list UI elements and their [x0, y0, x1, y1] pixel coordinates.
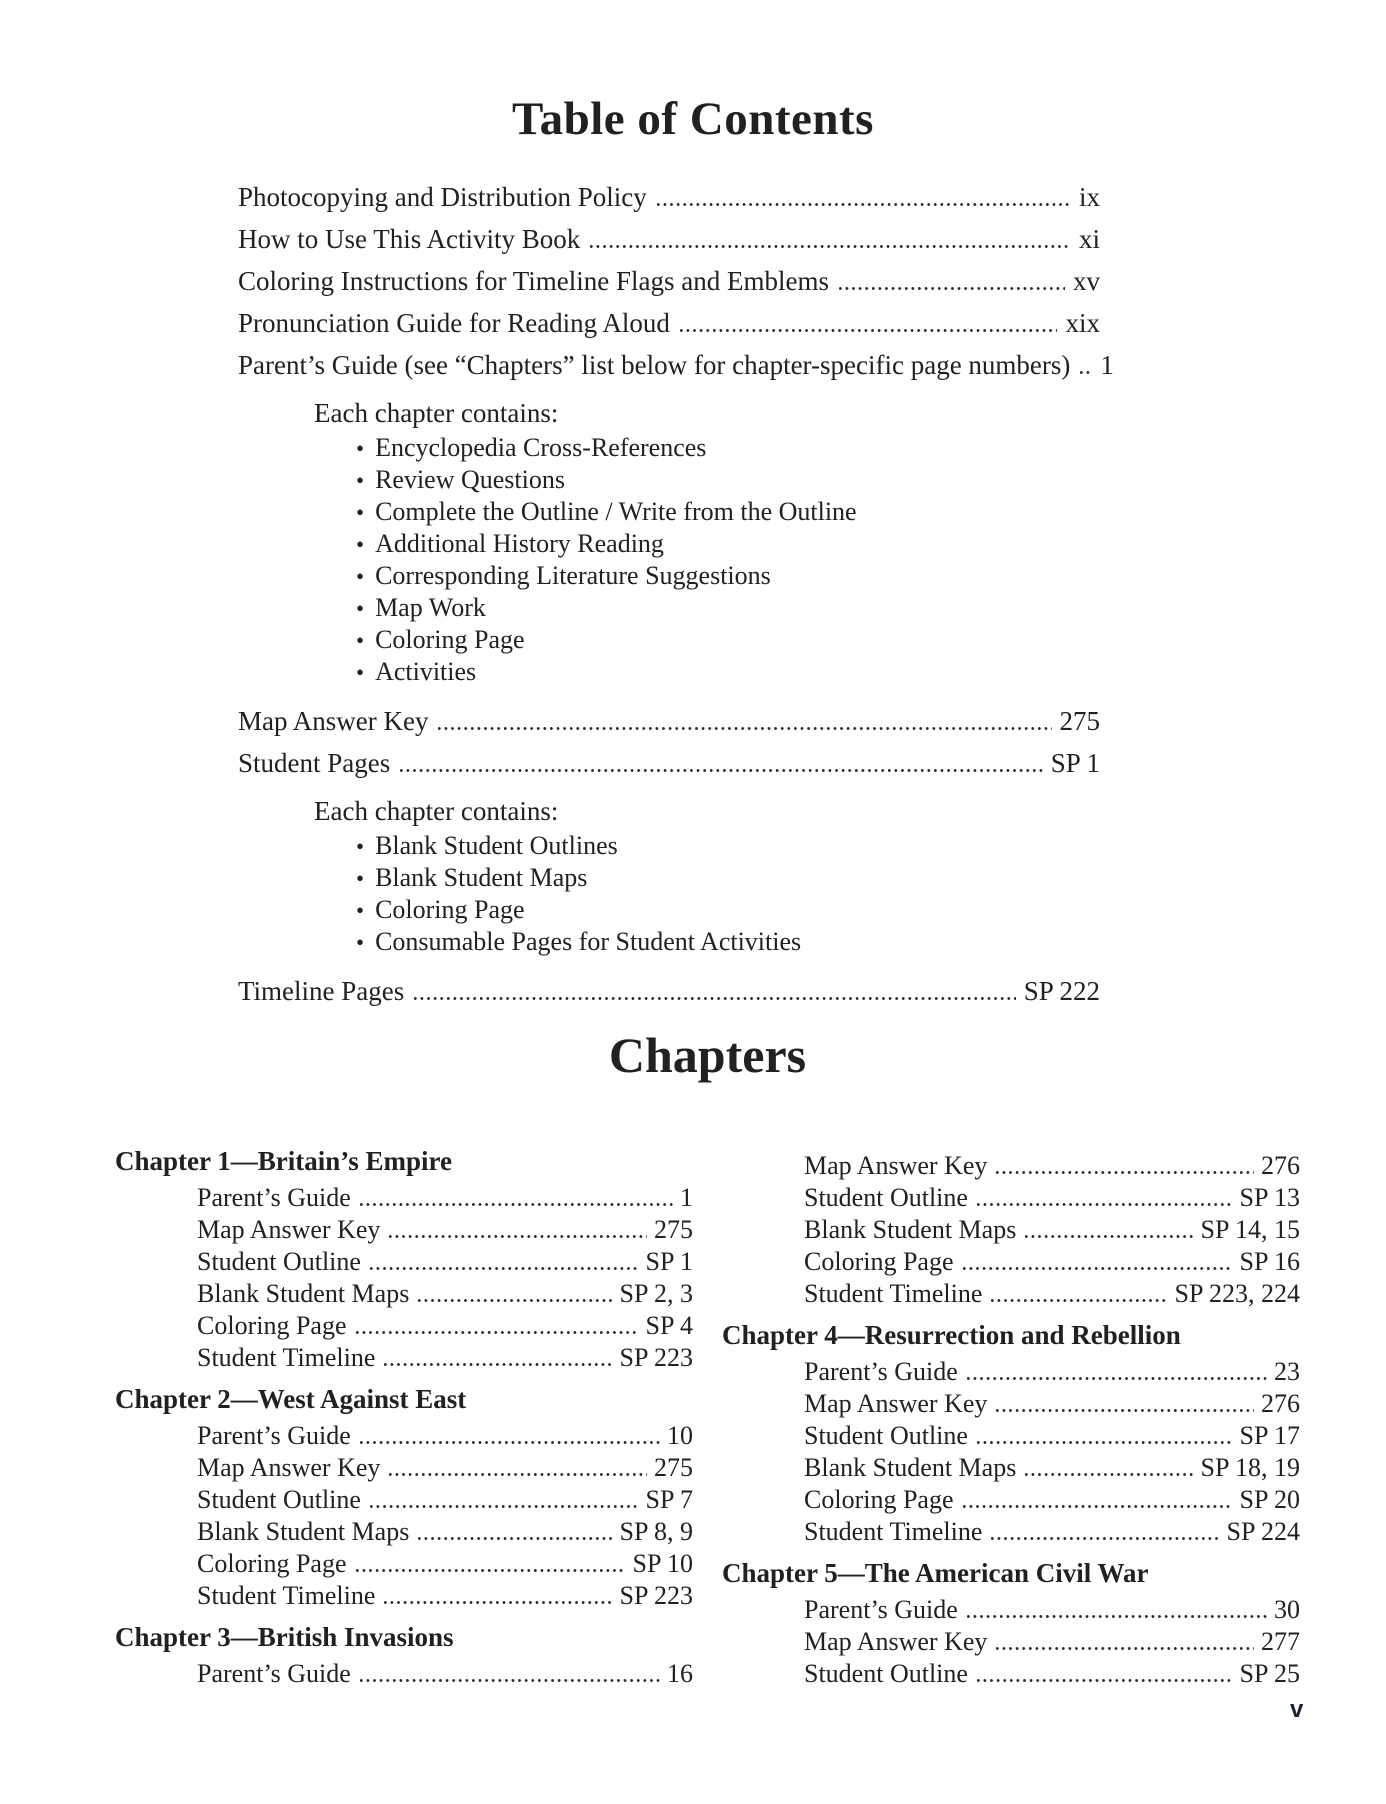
toc-entry: [238, 218, 1100, 260]
toc-entry-label: Timeline Pages: [238, 976, 405, 1006]
dot-leader: [438, 727, 1051, 730]
chapter-entry: [722, 1182, 1300, 1214]
chapter-entry-page: 277: [1261, 1627, 1300, 1656]
dot-leader: [839, 287, 1065, 290]
toc-entry-page: 1: [1100, 350, 1114, 380]
dot-leader: [418, 1537, 612, 1540]
dot-leader: [996, 1171, 1254, 1174]
page-title: Table of Contents: [512, 93, 874, 145]
toc-bullet-item: [238, 496, 1100, 528]
chapter-entry: [115, 1484, 693, 1516]
chapter-entry: [722, 1516, 1300, 1548]
dot-leader: [418, 1299, 612, 1302]
toc-bullet-item: [238, 528, 1100, 560]
toc-bullet-label: Complete the Outline / Write from the Outline: [375, 497, 857, 526]
chapter-entry: [722, 1356, 1300, 1388]
chapter-entry-page: 276: [1261, 1151, 1300, 1180]
chapter-entry-label: Parent’s Guide: [804, 1595, 958, 1624]
bullet-marker: •: [356, 468, 365, 493]
toc-bullet-item: [238, 432, 1100, 464]
toc-entry-page: SP 222: [1023, 976, 1100, 1006]
chapter-entry-page: SP 25: [1239, 1659, 1300, 1688]
bullet-marker: •: [356, 898, 365, 923]
chapter-entry-label: Student Outline: [804, 1659, 968, 1688]
chapter-entry-label: Coloring Page: [804, 1485, 954, 1514]
dot-leader: [356, 1569, 626, 1572]
toc-entry-label: Coloring Instructions for Timeline Flags and Emblems: [238, 266, 829, 296]
chapters-column-right: [722, 1140, 1300, 1690]
dot-leader: [991, 1537, 1219, 1540]
dot-leader: [360, 1203, 673, 1206]
chapter-entry: [722, 1420, 1300, 1452]
chapter-entry: [115, 1516, 693, 1548]
chapter-entry-label: Map Answer Key: [804, 1151, 988, 1180]
chapter-entry-page: 275: [654, 1215, 693, 1244]
toc-entry-page: SP 1: [1050, 748, 1100, 778]
dot-leader: [996, 1409, 1254, 1412]
chapter-entry-page: SP 8, 9: [619, 1517, 693, 1546]
chapter-entry-page: 1: [680, 1183, 693, 1212]
dot-leader: [977, 1679, 1233, 1682]
chapter-entry-label: Blank Student Maps: [804, 1215, 1017, 1244]
dot-leader: [370, 1267, 639, 1270]
toc-bullet-label: Activities: [375, 657, 477, 686]
toc-bullet-label: Map Work: [375, 593, 486, 622]
chapter-entry-page: SP 2, 3: [619, 1279, 693, 1308]
chapter-block: [722, 1150, 1300, 1310]
chapter-entry-page: 275: [654, 1453, 693, 1482]
toc-bullet-item: [238, 830, 1100, 862]
chapter-entry-label: Student Timeline: [197, 1343, 376, 1372]
chapter-entry-page: SP 18, 19: [1200, 1453, 1300, 1482]
chapter-entry-label: Map Answer Key: [197, 1453, 381, 1482]
chapter-entry-page: SP 7: [645, 1485, 693, 1514]
page-number: v: [1290, 1696, 1304, 1723]
dot-leader: [977, 1203, 1233, 1206]
toc-entry: [238, 742, 1100, 784]
chapters-columns: [115, 1140, 1300, 1690]
chapter-entry-label: Map Answer Key: [804, 1627, 988, 1656]
chapter-entry: [115, 1452, 693, 1484]
chapter-entry-page: SP 17: [1239, 1421, 1300, 1450]
chapter-entry: [115, 1420, 693, 1452]
chapter-title: Chapter 4—Resurrection and Rebellion: [722, 1320, 1181, 1350]
chapter-entry-label: Parent’s Guide: [197, 1659, 351, 1688]
dot-leader: [967, 1615, 1267, 1618]
chapter-entry: [722, 1246, 1300, 1278]
chapter-title: Chapter 2—West Against East: [115, 1384, 467, 1414]
chapter-entry-label: Student Timeline: [197, 1581, 376, 1610]
chapter-entry-page: SP 1: [645, 1247, 693, 1276]
toc-bullet-item: [238, 624, 1100, 656]
toc-bullet-label: Blank Student Outlines: [375, 831, 618, 860]
chapter-entry-page: SP 223, 224: [1174, 1279, 1300, 1308]
chapter-entry-label: Coloring Page: [804, 1247, 954, 1276]
chapter-entry-page: SP 13: [1239, 1183, 1300, 1212]
chapter-entry: [115, 1310, 693, 1342]
toc-entry-page: xix: [1065, 308, 1100, 338]
toc-entry: [238, 970, 1100, 1012]
dot-leader: [1025, 1473, 1193, 1476]
dot-leader: [1080, 371, 1092, 374]
chapter-entry-page: SP 20: [1239, 1485, 1300, 1514]
chapter-block: [722, 1314, 1300, 1548]
chapter-entry: [722, 1214, 1300, 1246]
toc-bullet-label: Coloring Page: [375, 625, 525, 654]
chapter-entry-label: Student Timeline: [804, 1279, 983, 1308]
toc-bullet-label: Encyclopedia Cross-References: [375, 433, 707, 462]
chapter-entry: [115, 1580, 693, 1612]
chapter-entry-label: Coloring Page: [197, 1549, 347, 1578]
chapter-title: Chapter 1—Britain’s Empire: [115, 1146, 452, 1176]
chapter-entry-label: Student Outline: [804, 1183, 968, 1212]
toc-entry-label: Parent’s Guide (see “Chapters” list below for chapter-specific page numbers): [238, 350, 1071, 380]
each-chapter-contains-label: Each chapter contains:: [314, 398, 559, 428]
chapter-entry-page: 10: [667, 1421, 693, 1450]
chapter-entry: [115, 1214, 693, 1246]
dot-leader: [680, 329, 1058, 332]
bullet-marker: •: [356, 532, 365, 557]
chapter-block: [722, 1552, 1300, 1690]
toc-bullet-label: Consumable Pages for Student Activities: [375, 927, 802, 956]
chapter-entry-page: SP 224: [1226, 1517, 1300, 1546]
toc-entry-label: Student Pages: [238, 748, 391, 778]
chapter-entry-page: SP 4: [645, 1311, 693, 1340]
toc-bullet-label: Corresponding Literature Suggestions: [375, 561, 771, 590]
toc-bullet-item: [238, 862, 1100, 894]
front-matter-list: [238, 176, 1114, 1012]
toc-bullet-label: Coloring Page: [375, 895, 525, 924]
chapter-entry-label: Coloring Page: [197, 1311, 347, 1340]
toc-entry: [238, 344, 1114, 386]
toc-bullet-label: Additional History Reading: [375, 529, 664, 558]
chapter-entry-label: Student Outline: [804, 1421, 968, 1450]
dot-leader: [414, 997, 1015, 1000]
toc-entry-label: How to Use This Activity Book: [238, 224, 581, 254]
chapter-entry-label: Blank Student Maps: [197, 1279, 410, 1308]
chapter-block: [115, 1378, 693, 1612]
chapter-entry: [722, 1452, 1300, 1484]
toc-entry: [238, 260, 1100, 302]
dot-leader: [356, 1331, 639, 1334]
dot-leader: [963, 1267, 1233, 1270]
each-chapter-contains-label: Each chapter contains:: [314, 796, 559, 826]
toc-entry: [238, 700, 1100, 742]
chapter-entry: [115, 1246, 693, 1278]
toc-bullet-item: [238, 592, 1100, 624]
dot-leader: [963, 1505, 1233, 1508]
bullet-marker: •: [356, 628, 365, 653]
chapter-entry-label: Parent’s Guide: [804, 1357, 958, 1386]
chapter-entry-label: Blank Student Maps: [197, 1517, 410, 1546]
toc-bullet-label: Blank Student Maps: [375, 863, 588, 892]
bullet-marker: •: [356, 596, 365, 621]
chapter-block: [115, 1140, 693, 1374]
dot-leader: [370, 1505, 639, 1508]
chapter-entry-page: SP 10: [632, 1549, 693, 1578]
toc-entry-page: 275: [1059, 706, 1100, 736]
chapter-entry: [722, 1388, 1300, 1420]
chapter-entry: [115, 1182, 693, 1214]
bullet-marker: •: [356, 834, 365, 859]
chapter-entry-label: Map Answer Key: [804, 1389, 988, 1418]
chapter-entry: [115, 1278, 693, 1310]
chapters-heading: Chapters: [608, 1027, 807, 1083]
bullet-marker: •: [356, 930, 365, 955]
chapter-entry-page: SP 16: [1239, 1247, 1300, 1276]
toc-entry-label: Pronunciation Guide for Reading Aloud: [238, 308, 670, 338]
dot-leader: [1025, 1235, 1193, 1238]
bullet-marker: •: [356, 436, 365, 461]
dot-leader: [991, 1299, 1167, 1302]
toc-entry-label: Photocopying and Distribution Policy: [238, 182, 647, 212]
chapter-entry: [115, 1548, 693, 1580]
chapter-entry: [722, 1626, 1300, 1658]
dot-leader: [996, 1647, 1254, 1650]
chapter-entry-label: Map Answer Key: [197, 1215, 381, 1244]
bullet-marker: •: [356, 660, 365, 685]
chapter-entry-page: 276: [1261, 1389, 1300, 1418]
toc-entry-label: Map Answer Key: [238, 706, 429, 736]
toc-bullet-item: [238, 894, 1100, 926]
chapter-entry-page: SP 223: [619, 1581, 693, 1610]
chapter-entry-label: Parent’s Guide: [197, 1421, 351, 1450]
bullet-marker: •: [356, 866, 365, 891]
toc-entry: [238, 176, 1100, 218]
dot-leader: [400, 769, 1042, 772]
chapter-entry-label: Student Outline: [197, 1485, 361, 1514]
toc-entry-page: xv: [1073, 266, 1100, 296]
chapter-title: Chapter 3—British Invasions: [115, 1622, 454, 1652]
toc-entry-page: xi: [1078, 224, 1100, 254]
chapter-entry: [722, 1658, 1300, 1690]
chapter-entry-page: 23: [1274, 1357, 1300, 1386]
toc-bullet-label: Review Questions: [375, 465, 565, 494]
chapter-entry: [722, 1594, 1300, 1626]
chapter-entry-label: Parent’s Guide: [197, 1183, 351, 1212]
dot-leader: [977, 1441, 1233, 1444]
chapter-block: [115, 1616, 693, 1690]
chapter-entry: [722, 1150, 1300, 1182]
chapter-entry: [722, 1484, 1300, 1516]
chapter-entry-label: Student Outline: [197, 1247, 361, 1276]
bullet-marker: •: [356, 564, 365, 589]
toc-bullet-item: [238, 560, 1100, 592]
dot-leader: [967, 1377, 1267, 1380]
bullet-marker: •: [356, 500, 365, 525]
chapters-column-left: [115, 1140, 693, 1690]
dot-leader: [360, 1441, 660, 1444]
chapter-entry-label: Blank Student Maps: [804, 1453, 1017, 1482]
chapter-entry-page: 16: [667, 1659, 693, 1688]
dot-leader: [384, 1363, 612, 1366]
toc-entry: [238, 302, 1100, 344]
toc-bullet-item: [238, 464, 1100, 496]
toc-entry-page: ix: [1078, 182, 1100, 212]
dot-leader: [389, 1235, 647, 1238]
toc-bullet-item: [238, 926, 1100, 958]
dot-leader: [657, 203, 1071, 206]
dot-leader: [384, 1601, 612, 1604]
chapter-entry-page: 30: [1274, 1595, 1300, 1624]
chapter-entry-page: SP 223: [619, 1343, 693, 1372]
dot-leader: [590, 245, 1071, 248]
chapter-entry: [115, 1342, 693, 1374]
chapter-entry: [115, 1658, 693, 1690]
chapter-entry-page: SP 14, 15: [1200, 1215, 1300, 1244]
dot-leader: [389, 1473, 647, 1476]
toc-bullet-item: [238, 656, 1100, 688]
chapter-title: Chapter 5—The American Civil War: [722, 1558, 1149, 1588]
dot-leader: [360, 1679, 660, 1682]
chapter-entry-label: Student Timeline: [804, 1517, 983, 1546]
chapter-entry: [722, 1278, 1300, 1310]
